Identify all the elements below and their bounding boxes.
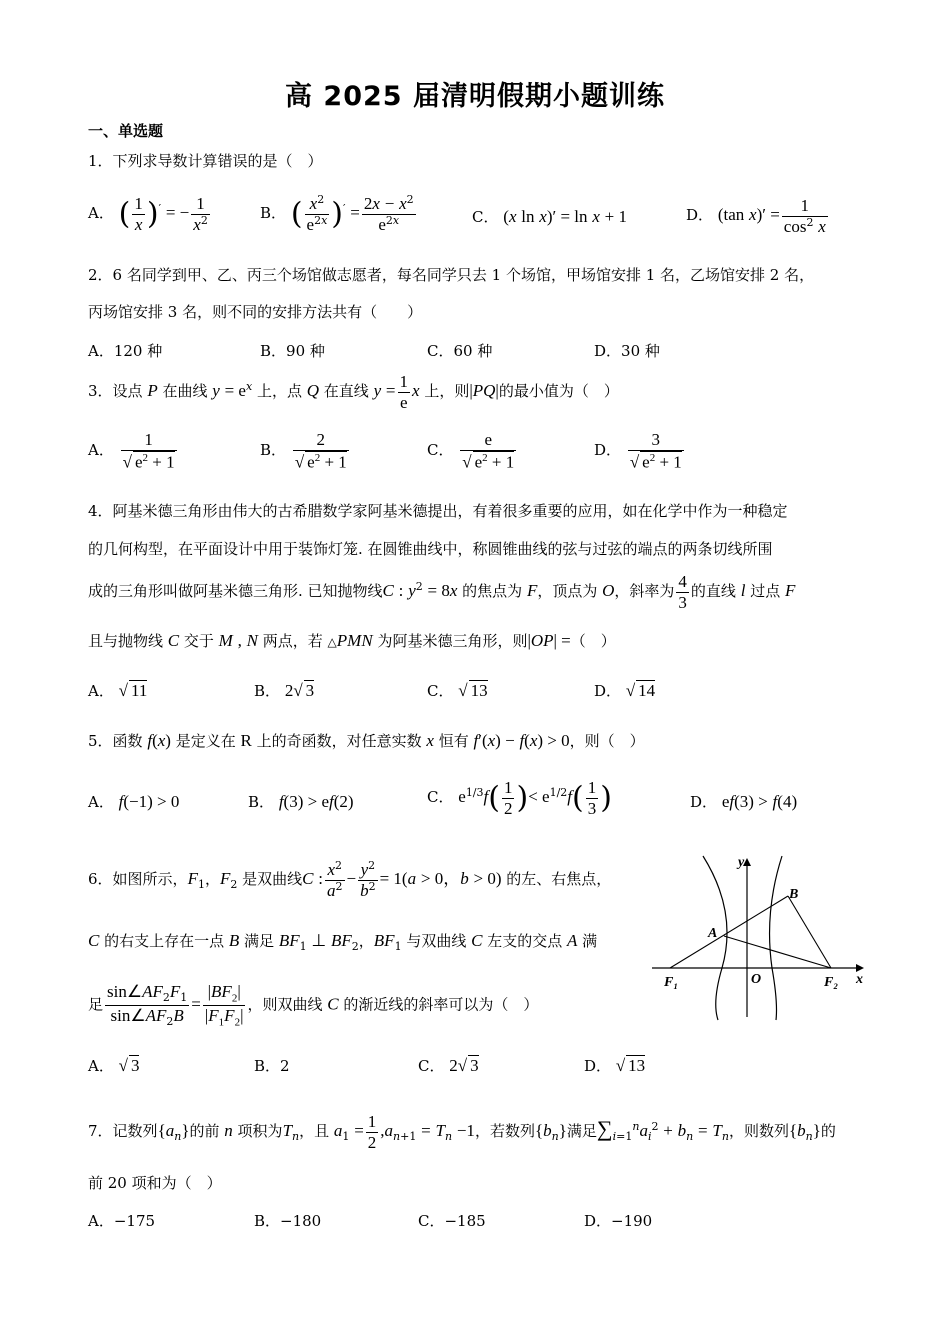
label-A: A — [708, 926, 718, 941]
question-3-option-c: C． $\frac{e}{√ e^2 + 1}$ — [427, 430, 515, 472]
question-1-text: 下列求导数计算错误的是（ ） — [112, 152, 323, 170]
question-7-option-c: C．−185 — [418, 1212, 486, 1230]
question-4-option-c: C． √ 13 — [427, 681, 488, 700]
question-2-option-b: B．90 种 — [260, 342, 325, 360]
question-5-option-b: B． f(3) > ef(2) — [248, 792, 354, 811]
question-2-line-1: 2．6 名同学到甲、乙、丙三个场馆做志愿者，每名同学只去 1 个场馆，甲场馆安排 1 名，乙场馆安排 2 名， — [88, 266, 815, 284]
question-3-option-d: D． $\frac{3}{√ e^2 + 1}$ — [594, 430, 682, 472]
question-6-line-3: 足 $\frac{\sin\angle AF_2F_1}{\sin\angle AF_2B}$ = $\frac{|BF_2|}{|F_1F_2|}$ ，则双曲线 C 的渐近线的斜率可以为（ ） — [88, 982, 539, 1029]
question-5-option-c: C． $e^{1/3}f$( $\frac{1}{2}$ )< $e^{1/2}f$( $\frac{1}{3}$ ) — [427, 778, 612, 818]
page-title: 高 2025 届清明假期小题训练 — [285, 81, 665, 112]
question-3-option-b: B． $\frac{2}{√ e^2 + 1}$ — [260, 430, 347, 472]
question-6-option-c: C． 2√ 3 — [418, 1056, 479, 1075]
question-4-option-a: A． √ 11 — [88, 681, 148, 700]
question-4-line-1: 4．阿基米德三角形由伟大的古希腊数学家阿基米德提出，有着很多重要的应用，如在化学中作为一种稳定 — [88, 502, 788, 520]
question-3-option-a: A． $\frac{1}{√ e^2 + 1}$ — [88, 430, 175, 472]
question-5-option-a: A． f(−1) > 0 — [88, 792, 180, 811]
x-axis-arrow — [856, 964, 864, 972]
question-6-line-1: 6．如图所示，$F_1$，$F_2$ 是双曲线C : $\frac{x^2}{a^2}$ − $\frac{y^2}{b^2}$ = 1(a > 0，b > 0) 的左、右焦点， — [88, 859, 612, 900]
question-6-option-a: A． √ 3 — [88, 1056, 140, 1075]
question-2-option-d: D．30 种 — [594, 342, 660, 360]
hyperbola-right-branch — [770, 856, 782, 1020]
question-4-line-3: 成的三角形叫做阿基米德三角形. 已知抛物线C : $y^2 = 8x$ 的焦点为 F，顶点为 O，斜率为 $\frac{4}{3}$ 的直线 l 过点 F — [88, 572, 796, 612]
question-5-stem: 5．函数 f(x) 是定义在 R 上的奇函数，对任意实数 x 恒有 f′(x) − f(x) > 0，则（ ） — [88, 731, 645, 750]
question-7-line-2: 前 20 项和为（ ） — [88, 1174, 222, 1192]
question-1-option-b: B． ( $\frac{x^2}{e^{2x}}$ )′ = $\frac{2x - x^2}{e^{2x}}$ — [260, 193, 414, 234]
section-heading: 一、单选题 — [88, 122, 164, 140]
question-6-option-d: D． √ 13 — [584, 1056, 646, 1075]
question-1-option-c: C． (x ln x)′ = ln x + 1 — [472, 207, 627, 226]
question-2-option-c: C．60 种 — [427, 342, 493, 360]
label-F2: F₂ — [824, 975, 839, 990]
question-7-line-1: 7．记数列$\{a_n\}$的前 n 项积为$T_n$，且 $a_1$ = $\frac{1}{2}$ $,a_{n+1} = T_n -1$，若数列$\{b_n\}$满足$\sum_{i=1}^na_i^2 + b_n = T_n$，则数列$\{b_n\}$的 — [88, 1112, 836, 1152]
hyperbola-figure — [648, 852, 870, 1022]
question-4-option-d: D． √ 14 — [594, 681, 656, 700]
question-3-stem: 3．设点 P 在曲线 $y = e^x$ 上，点 Q 在直线 y = $\frac{1}{e}$ x 上，则|PQ|的最小值为（ ） — [88, 372, 619, 412]
question-1-option-a: A． ( $\frac{1}{x}$ )′ = − $\frac{1}{x^2}$ — [88, 194, 208, 234]
question-4-option-b: B． 2√ 3 — [254, 681, 315, 700]
question-7-option-b: B．−180 — [254, 1212, 322, 1230]
question-6-option-b: B．2 — [254, 1057, 290, 1075]
label-O: O — [751, 972, 762, 987]
question-7-option-a: A．−175 — [88, 1212, 156, 1230]
question-4-line-4: 且与抛物线 C 交于 M , N 两点，若 △PMN 为阿基米德三角形，则|OP| =（ ） — [88, 631, 616, 650]
question-4-line-2: 的几何构型，在平面设计中用于装饰灯笼. 在圆锥曲线中，称圆锥曲线的弦与过弦的端点的两条切线所围 — [88, 540, 773, 558]
label-y: y — [738, 855, 745, 870]
question-1-option-d: D． (tan x)′ = $\frac{1}{\cos^2 x}$ — [686, 196, 826, 236]
label-x: x — [856, 972, 863, 987]
question-6-line-2: C 的右支上存在一点 B 满足 $BF_1$ ⊥ $BF_2$，$BF_1$ 与双曲线 C 左支的交点 A 满 — [88, 931, 598, 953]
label-B: B — [789, 887, 799, 902]
question-1-stem: 1．下列求导数计算错误的是（ ） — [88, 152, 323, 170]
question-2-option-a: A．120 种 — [88, 342, 163, 360]
question-5-option-d: D． ef(3) > f(4) — [690, 792, 798, 811]
question-2-line-2: 丙场馆安排 3 名，则不同的安排方法共有（ ） — [88, 303, 423, 321]
label-F1: F₁ — [664, 975, 679, 990]
question-7-option-d: D．−190 — [584, 1212, 653, 1230]
